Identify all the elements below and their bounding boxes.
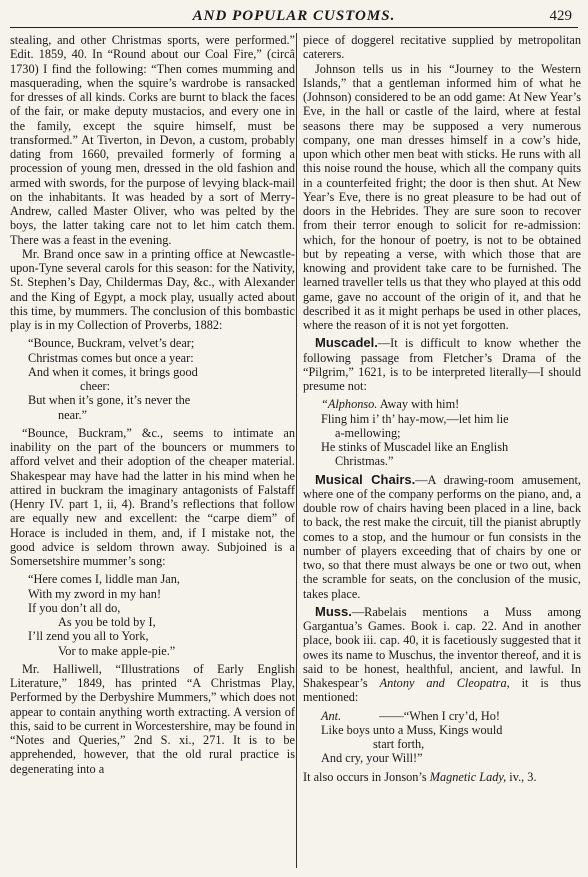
entry-text: —Rabelais mentions a Muss among Gargantua’s Games. Book i. cap. 22. And in another place, book iii. cap. 40, it is facetiously suggested that it owes its name to Muschus, the inventor thereof, and it is said to be honest, healthful, ancient, and lawful. In Shakespear’s: [303, 604, 581, 690]
verse-antony: [321, 709, 581, 766]
verse-line: He stinks of Muscadel like an English: [321, 440, 509, 454]
verse-line: If you don’t all do,: [28, 600, 121, 615]
left-column: [10, 33, 295, 776]
verse-line: start forth,: [373, 737, 425, 751]
verse-bounce-buckram: [28, 336, 295, 422]
column-divider: [296, 33, 297, 868]
verse-line: [321, 397, 581, 411]
running-title: AND POPULAR CUSTOMS.: [192, 8, 396, 24]
headword-muss: Muss.: [315, 603, 352, 619]
entry-muscadel: [303, 336, 581, 393]
verse-line: [321, 709, 581, 723]
verse-line: Like boys unto a Muss, Kings would: [321, 722, 503, 737]
verse-line: “Bounce, Buckram, velvet’s dear;: [28, 336, 195, 351]
verse-mummers-song: [28, 572, 295, 658]
headword-muscadel: Muscadel.: [315, 335, 378, 351]
header-rule: [10, 27, 578, 28]
paragraph: “Bounce, Buckram,” &c., seems to intimate an inability on the part of the bouncers or mummers to afford velvet and their adoption of the cheaper material. Shakespear may have had the latter in his mind when he attired in buckram the imaginary antagonists of Falstaff (Henry IV. part 1, ii, 4). Brand’s reflections that follow are equally new and excellent: the “carpe diem” of Horace is included in them, and, if I mistake not, the good advice is seldom thrown away. Subjoined is a Somersetshire mummer’s song:: [10, 425, 295, 568]
verse-pilgrim: [321, 397, 581, 468]
verse-line: But when it’s gone, it’s never the: [28, 393, 191, 408]
entry-text: —A drawing-room amusement, where one of the company performs on the piano, and, a double row of chairs having been placed in a line, back to back, the rest make the circuit, till the pianist abruptly comes to a stop, and the humour or fun consists in the number of players exceeding that of chairs by one or two, so that there must always be one or two out, when the scramble for seats, on the conclusion of the music, takes place.: [303, 472, 581, 601]
verse-text: Away with him!: [377, 397, 460, 412]
entry-text: iv., 3.: [506, 769, 537, 784]
speaker-name: “Alphonso.: [321, 397, 378, 412]
verse-line: a-mellowing;: [335, 425, 401, 440]
entry-text-italic: Magnetic Lady,: [429, 769, 507, 784]
verse-text: ——“When I cry’d, Ho!: [379, 708, 501, 723]
verse-line: I’ll zend you all to York,: [28, 629, 149, 644]
entry-text: It also occurs in Jonson’s: [303, 769, 430, 784]
speaker-name: Ant.: [321, 708, 342, 723]
entry-musical-chairs: [303, 473, 581, 601]
running-header: [14, 6, 574, 28]
verse-line: And cry, your Will!”: [321, 751, 423, 766]
entry-muss: [303, 605, 581, 705]
paragraph: stealing, and other Christmas sports, were performed.” Edit. 1859, 40. In “Round about our Coal Fire,” (circâ 1730) I find the following: “Then comes mumming and masquerading, when the squire’s wardrobe is ransacked for dresses of all kinds. Corks are burnt to black the faces of the fair, or make deputy mustacios, and every one in the family, except the squire himself, must be transformed.” At Tiverton, in Devon, a custom, probably dating from 1660, prevailed formerly of forming a procession of young men, dressed in the old fashion and armed with swords, for the purpose of levying black-mail on the inhabitants. It was headed by a sort of Merry-Andrew, called Master Oliver, who was pelted by the boys, the latter taking care not to let him catch them. There was a feast in the evening.: [10, 33, 295, 247]
verse-line: With my zword in my han!: [28, 586, 162, 601]
verse-line: As you be told by I,: [58, 615, 156, 629]
verse-line: “Here comes I, liddle man Jan,: [28, 572, 180, 587]
paragraph: Mr. Halliwell, “Illustrations of Early English Literature,” 1849, has printed “A Christmas Play, Performed by the Derbyshire Mummers,” which does not appear to contain anything worth extracting. A version of this, said to be current in Worcestershire, may be found in “Notes and Queries,” 2nd S. xi., 271. It is to be apprehended, however, that the old rural practice is degenerating into a: [10, 661, 295, 776]
entry-text: —It is difficult to know whether the following passage from Fletcher’s Drama of the “Pilgrim,” 1621, is to be interpreted literally—I should presume not:: [303, 336, 581, 393]
headword-musical-chairs: Musical Chairs.: [315, 471, 416, 487]
page-number: 429: [549, 8, 572, 24]
verse-line: Vor to make apple-pie.”: [58, 643, 176, 658]
entry-text: it is thus mentioned:: [303, 676, 582, 705]
entry-text-italic: Antony and Cleopatra,: [379, 676, 510, 690]
right-column: [303, 33, 581, 784]
paragraph: [303, 770, 581, 784]
verse-line: And when it comes, it brings good: [28, 364, 198, 379]
verse-line: near.”: [58, 407, 88, 422]
verse-line: Christmas.”: [335, 454, 394, 469]
verse-line: Christmas comes but once a year:: [28, 350, 194, 365]
paragraph: Mr. Brand once saw in a printing office at Newcastle-upon-Tyne several carols for this season: for the Nativity, St. Stephen’s Day, Childermas Day, &c., with Alexander and the King of Egypt, a mock play, usually acted about this time, by mummers. The conclusion of this bombastic play is in my Collection of Proverbs, 1882:: [10, 246, 295, 332]
paragraph: piece of doggerel recitative supplied by metropolitan caterers.: [303, 33, 581, 62]
paragraph: Johnson tells us in his “Journey to the Western Islands,” that a gentleman informed him of what he (Johnson) considered to be an odd game: At New Year’s Eve, in the hall or castle of the laird, where at festal seasons there may be supposed a very numerous company, one man dresses himself in a cow’s hide, upon which other men beat with sticks. He runs with all this noise round the house, which all the company quits in a counterfeited fright; the door is then shut. At New Year’s Eve, there is no great pleasure to be had out of doors in the Hebrides. They are sure soon to recover from their terror enough to solicit for re-admission: which, for the honour of poetry, is not to be obtained but by repeating a verse, with which those that are knowing and provident take care to be furnished. The learned traveller tells us that they who played at this odd game, gave no account of the origin of it, and that he described it as it might perhaps be used in other places, where the reason of it is not yet forgotten.: [303, 61, 581, 332]
verse-line: cheer:: [80, 379, 111, 393]
verse-line: Fling him i’ th’ hay-mow,—let him lie: [321, 411, 509, 426]
